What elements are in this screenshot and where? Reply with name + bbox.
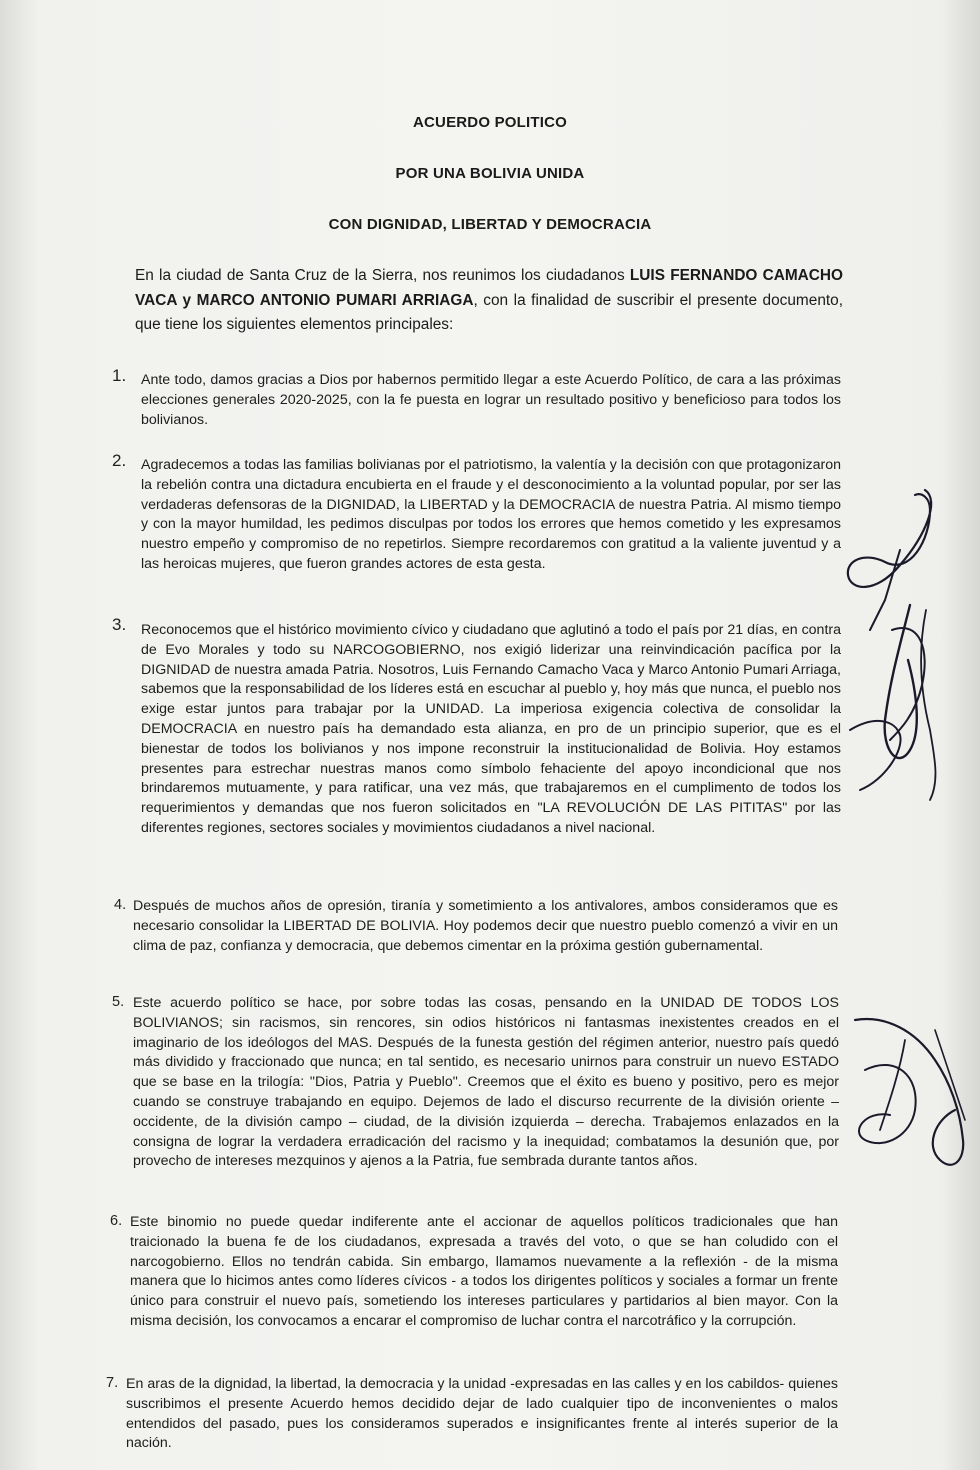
intro-paragraph — [135, 264, 843, 338]
item-text: Reconocemos que el histórico movimiento cívico y ciudadano que aglutinó a todo el país por 21 días, en contra de Evo Morales y todo su NARCOGOBIERNO, nos exigió liderizar una reinvindicación pacífica por la DIGNIDAD de nuestra amada Patria. Nosotros, Luis Fernando Camacho Vaca y Marco Antonio Pumari Arriaga, sabemos que la responsabilidad de los líderes está en escuchar al pueblo y, hoy más que nunca, el pueblo nos exige estar juntos para trabajar por la UNIDAD. La imperiosa exigencia colectiva de consolidar la DEMOCRACIA en nuestro país ha demandado esta alianza, en pro de un principio superior, que es el bienestar de todos los bolivianos y nos impone reconstruir la institucionalidad de Bolivia. Hoy estamos presentes para estrechar nuestras manos como símbolo fehaciente del apoyo incondicional que nos brindaremos mutuamente, y para ratificar, una vez más, que trabajaremos en el cumplimento de todos los requerimientos y demandas que nos fueron solicitados en "LA REVOLUCIÓN DE LAS PITITAS" por las diferentes regiones, sectores sociales y movimientos ciudadanos a nivel nacional. — [141, 622, 841, 836]
item-number: 5. — [112, 994, 125, 1010]
intro-text-3: , con la finalidad de suscribir el presente documento, que tiene los siguientes elementos principales: — [135, 291, 843, 333]
item-text: Agradecemos a todas las familias bolivianas por el patriotismo, la valentía y la decisión con que protagonizaron la rebelión contra una dictadura encubierta en el fraude y el desconocimiento a la voluntad popular, por ser las verdaderas defensoras de la DIGNIDAD, la LIBERTAD y la DEMOCRACIA de nuestra Patria. Al mismo tiempo y con la mayor humildad, les pedimos disculpas por todos los errores que hemos cometido y les expresamos nuestro empeño y compromiso de no repetirlos. Siempre recordaremos con gratitud a la valiente juventud y a las heroicas mujeres, que fueron grandes actores de esta gesta. — [141, 457, 841, 572]
item-number: 7. — [106, 1375, 119, 1391]
item-number: 6. — [110, 1213, 123, 1229]
document-subtitle: POR UNA BOLIVIA UNIDA — [395, 165, 585, 182]
item-text: Después de muchos años de opresión, tiranía y sometimiento a los antivalores, ambos consideramos que es necesario consolidar la LIBERTAD DE BOLIVIA. Hoy podemos decir que nuestro pueblo comenzó a vivir en un clima de paz, confianza y democracia, que debemos cimentar en la próxima gestión gubernamental. — [133, 898, 838, 954]
item-text: Ante todo, damos gracias a Dios por habernos permitido llegar a este Acuerdo Político, de cara a las próximas elecciones generales 2020-2025, con la fe puesta en lograr un resultado positivo y beneficioso para todos los bolivianos. — [141, 372, 841, 428]
item-text: Este binomio no puede quedar indiferente ante el accionar de aquellos políticos tradicionales que han traicionado la buena fe de los ciudadanos, expresada a través del voto, o que se han coludido con el narcogobierno. Ellos no tendrán cabida. Sin embargo, llamamos nuevamente a la reflexión - de la misma manera que lo hicimos antes como líderes cívicos - a todos los dirigentes políticos y sociales a formar un frente único para construir el nuevo país, sometiendo los intereses particulares y partidarios al bien mayor. Con la misma decisión, los convocamos a encarar el compromiso de luchar contra el narcotráfico y la corrupción. — [130, 1214, 838, 1329]
item-number: 2. — [112, 451, 127, 470]
item-text: Este acuerdo político se hace, por sobre todas las cosas, pensando en la UNIDAD DE TODOS LOS BOLIVIANOS; sin racismos, sin rencores, sin odios históricos ni fantasmas inexistentes creados en el imaginario de los ideólogos del MAS. Después de la funesta gestión del régimen anterior, nuestro país quedó más dividido y fraccionado que nunca; en tal sentido, es necesario unirnos para construir un nuevo ESTADO que se base en la trilogía: "Dios, Patria y Pueblo". Creemos que el éxito es bueno y positivo, pero es mejor cuando se construye trabajando en equipo. Dejemos de lado el discurso recurrente de la división oriente – occidente, de la división campo – ciudad, de la división izquierda – derecha. Trabajemos enlazados en la consigna de lograr la verdadera erradicación del racismo y la inequidad; combatamos la desunión que, por provecho de intereses mezquinos y ajenos a la Patria, fue sembrada durante tantos años. — [133, 995, 839, 1170]
item-number: 1. — [112, 366, 127, 385]
item-number: 3. — [112, 615, 127, 634]
document-title: ACUERDO POLITICO — [412, 114, 568, 131]
signature-initials-2 — [845, 1000, 980, 1180]
signatory-name-2: MARCO ANTONIO PUMARI ARRIAGA — [196, 291, 474, 309]
intro-text-2: y — [176, 291, 197, 309]
item-number: 4. — [114, 897, 127, 913]
intro-text-1: En la ciudad de Santa Cruz de la Sierra, nos reunimos los ciudadanos — [135, 267, 630, 284]
item-text: En aras de la dignidad, la libertad, la democracia y la unidad -expresadas en las calles y en los cabildos- quienes suscribimos el presente Acuerdo hemos decidido dejar de lado cualquier tipo de inconvenientes o malos entendidos del pasado, pues los consideramos superados e insignificantes frente al interés superior de la nación. — [126, 1376, 838, 1452]
document-motto: CON DIGNIDAD, LIBERTAD Y DEMOCRACIA — [328, 216, 652, 233]
signatory-name-1: LUIS FERNANDO CAMACHO VACA — [135, 267, 843, 309]
signature-initials-1 — [830, 480, 980, 820]
